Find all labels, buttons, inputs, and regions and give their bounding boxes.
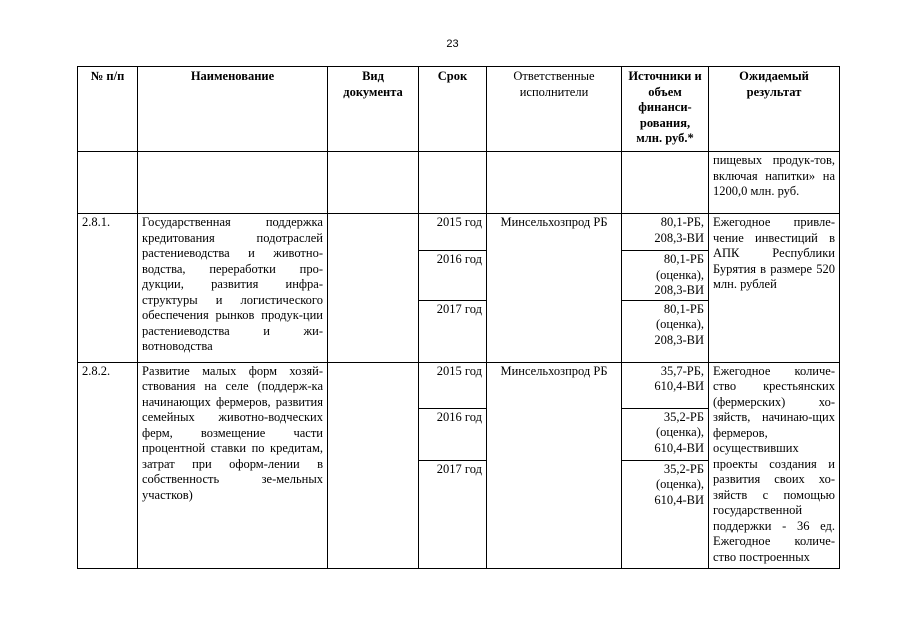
item-term: 2017 год	[419, 460, 487, 568]
cell-empty	[487, 152, 622, 214]
item-funding: 80,1-РБ (оценка), 208,3-ВИ	[622, 251, 709, 301]
item-result: Ежегодное количе-ство крестьянских (фермерских) хо-зяйств, начинаю-щих фермеров, осуществивших проекты создания и развития своих хо-зяйств с помощью государственной поддержки - 36 ед. Ежегодное количе-ство построенных	[709, 362, 840, 568]
item-funding: 80,1-РБ, 208,3-ВИ	[622, 214, 709, 251]
item-name: Развитие малых форм хозяй-ствования на селе (поддерж-ка начинающих фермеров, развития семейных животно-водческих ферм, возмещение части процентной ставки по кредитам, затрат при оформ-лении в собственность зе-мельных участков)	[138, 362, 328, 568]
item-executors: Минсельхозпрод РБ	[487, 214, 622, 363]
item-doc-type	[328, 214, 419, 363]
item-term: 2017 год	[419, 300, 487, 362]
item-number: 2.8.1.	[78, 214, 138, 363]
header-num: № п/п	[78, 67, 138, 152]
item-doc-type	[328, 362, 419, 568]
item-funding: 35,2-РБ (оценка), 610,4-ВИ	[622, 460, 709, 568]
item-result: Ежегодное привле-чение инвестиций в АПК Республики Бурятия в размере 520 млн. рублей	[709, 214, 840, 363]
header-result: Ожидаемый результат	[709, 67, 840, 152]
cell-empty	[138, 152, 328, 214]
item-term: 2015 год	[419, 214, 487, 251]
table-header-row	[78, 67, 840, 152]
table-row	[78, 214, 840, 251]
item-funding: 80,1-РБ (оценка), 208,3-ВИ	[622, 300, 709, 362]
table-row	[78, 362, 840, 408]
item-name: Государственная поддержка кредитования подотраслей растениеводства и животно-водства, переработки про-дукции, развития инфра-структуры и логистического обеспечения рынков продук-ции растениеводства и жи-вотноводства	[138, 214, 328, 363]
header-executors: Ответственные исполнители	[487, 67, 622, 152]
header-sources: Источники и объем финанси-рования, млн. руб.*	[622, 67, 709, 152]
result-continuation: пищевых продук-тов, включая напитки» на 1200,0 млн. руб.	[709, 152, 840, 214]
page-number: 23	[446, 38, 459, 50]
cell-empty	[419, 152, 487, 214]
item-term: 2015 год	[419, 362, 487, 408]
cell-empty	[622, 152, 709, 214]
item-funding: 35,7-РБ, 610,4-ВИ	[622, 362, 709, 408]
item-executors: Минсельхозпрод РБ	[487, 362, 622, 568]
continuation-row	[78, 152, 840, 214]
header-doc-type: Вид документа	[328, 67, 419, 152]
header-term: Срок	[419, 67, 487, 152]
cell-empty	[328, 152, 419, 214]
header-name: Наименование	[138, 67, 328, 152]
item-number: 2.8.2.	[78, 362, 138, 568]
action-plan-table	[77, 66, 840, 569]
item-term: 2016 год	[419, 408, 487, 460]
item-term: 2016 год	[419, 251, 487, 301]
item-funding: 35,2-РБ (оценка), 610,4-ВИ	[622, 408, 709, 460]
cell-empty	[78, 152, 138, 214]
